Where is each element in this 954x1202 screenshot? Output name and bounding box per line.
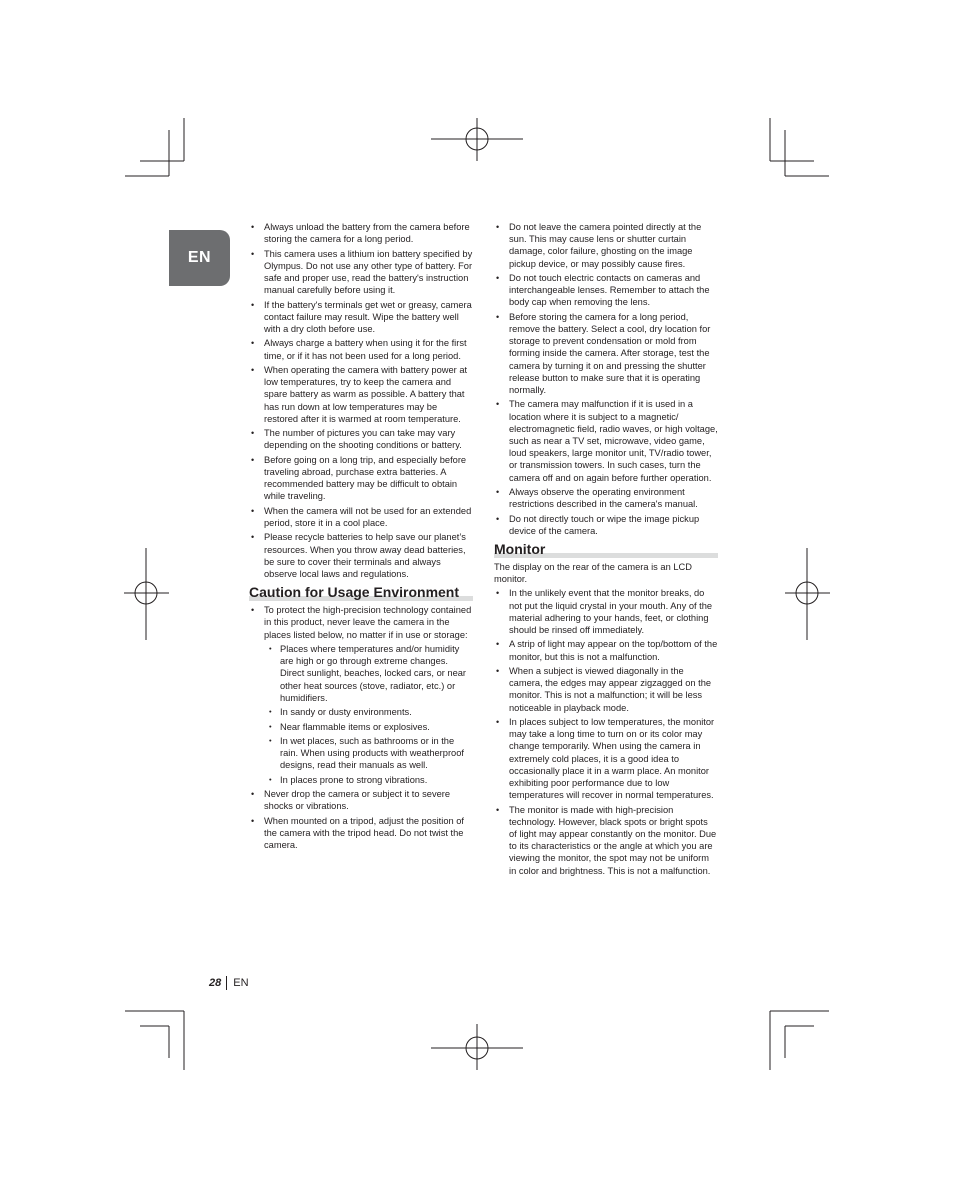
language-tab-label: EN xyxy=(187,249,212,266)
list-item xyxy=(249,604,473,786)
monitor-bullet-list xyxy=(494,587,718,876)
list-item: • Before going on a long trip, and especially before traveling abroad, purchase extra batteries. A recommended battery may be difficult to obtain while traveling. xyxy=(249,454,473,503)
sub-list-item: • Near flammable items or explosives. xyxy=(265,721,473,733)
language-tab xyxy=(169,230,230,286)
list-item: • In the unlikely event that the monitor breaks, do not put the liquid crystal in your mouth. Any of the material adhering to your hands, feet, or clothing should be rinsed off immediately. xyxy=(494,587,718,636)
list-item: • Before storing the camera for a long period, remove the battery. Select a cool, dry location for storage to prevent condensation or mold from forming inside the camera. After storage, test the camera by turning it on and pressing the shutter release button to make sure that it is operating normally. xyxy=(494,311,718,396)
list-item: • Do not touch electric contacts on cameras and interchangeable lenses. Remember to attach the body cap when removing the lens. xyxy=(494,272,718,309)
right-column xyxy=(494,221,718,879)
list-item: • When mounted on a tripod, adjust the position of the camera with the tripod head. Do not twist the camera. xyxy=(249,815,473,852)
list-item: • Please recycle batteries to help save our planet’s resources. When you throw away dead batteries, be sure to cover their terminals and always observe local laws and regulations. xyxy=(249,531,473,580)
list-item: • Do not leave the camera pointed directly at the sun. This may cause lens or shutter curtain damage, color failure, ghosting on the image pickup device, or may possibly cause fires. xyxy=(494,221,718,270)
footer-divider xyxy=(226,976,227,990)
list-item: • The monitor is made with high-precision technology. However, black spots or bright spots of light may appear constantly on the monitor. Due to its characteristics or the angle at which you are viewing the monitor, the spot may not be uniform in color and brightness. This is not a malfunction. xyxy=(494,804,718,877)
list-item: • When a subject is viewed diagonally in the camera, the edges may appear zigzagged on the monitor. This is not a malfunction; it will be less noticeable in playback mode. xyxy=(494,665,718,714)
list-item: • Never drop the camera or subject it to severe shocks or vibrations. xyxy=(249,788,473,812)
usage-sub-list xyxy=(265,643,473,786)
list-item: • When operating the camera with battery power at low temperatures, try to keep the camera and spare battery as warm as possible. A battery that has run down at low temperatures may be restored after it is warmed at room temperature. xyxy=(249,364,473,425)
sub-list-item: • In wet places, such as bathrooms or in the rain. When using products with weatherproof designs, read their manuals as well. xyxy=(265,735,473,772)
list-item: • This camera uses a lithium ion battery specified by Olympus. Do not use any other type of battery. For safe and proper use, read the battery's instruction manual carefully before using it. xyxy=(249,248,473,297)
list-item: • Always observe the operating environment restrictions described in the camera's manual. xyxy=(494,486,718,510)
list-item: • Always charge a battery when using it for the first time, or if it has not been used for a long period. xyxy=(249,337,473,361)
list-item: • The number of pictures you can take may vary depending on the shooting conditions or battery. xyxy=(249,427,473,451)
list-item: • When the camera will not be used for an extended period, store it in a cool place. xyxy=(249,505,473,529)
usage-bullet-list xyxy=(249,604,473,851)
list-item: • In places subject to low temperatures, the monitor may take a long time to turn on or its color may change temporarily. When using the camera in extremely cold places, it is a good idea to occasionally place it in a warm place. An monitor exhibiting poor performance due to low temperatures will recover in normal temperatures. xyxy=(494,716,718,801)
list-item: • Always unload the battery from the camera before storing the camera for a long period. xyxy=(249,221,473,245)
list-item: • The camera may malfunction if it is used in a location where it is subject to a magnetic/ electromagnetic field, radio waves, or high voltage, such as near a TV set, microwave, video game, loud speakers, large monitor unit, TV/radio tower, or transmission towers. In such cases, turn the camera off and on again before further operation. xyxy=(494,398,718,483)
sub-list-item: • In sandy or dusty environments. xyxy=(265,706,473,718)
list-item: • A strip of light may appear on the top/bottom of the monitor, but this is not a malfunction. xyxy=(494,638,718,662)
sub-list-item: • In places prone to strong vibrations. xyxy=(265,774,473,786)
list-item: • If the battery's terminals get wet or greasy, camera contact failure may result. Wipe the battery well with a dry cloth before use. xyxy=(249,299,473,336)
footer-language: EN xyxy=(233,977,249,989)
battery-bullet-list xyxy=(249,221,473,580)
monitor-intro: The display on the rear of the camera is an LCD monitor. xyxy=(494,562,692,585)
page-footer xyxy=(209,976,249,990)
left-column xyxy=(249,221,473,854)
sub-list-item: • Places where temperatures and/or humidity are high or go through extreme changes. Direct sunlight, beaches, locked cars, or near other heat sources (stove, radiator, etc.) or humidifiers. xyxy=(265,643,473,704)
list-item-text: To protect the high-precision technology contained in this product, never leave the camera in the places listed below, no matter if in use or storage: xyxy=(264,605,472,640)
usage-environment-heading: Caution for Usage Environment xyxy=(249,584,473,601)
usage-continued-bullet-list xyxy=(494,221,718,537)
page-number: 28 xyxy=(209,977,222,989)
list-item: • Do not directly touch or wipe the image pickup device of the camera. xyxy=(494,513,718,537)
monitor-heading: Monitor xyxy=(494,541,718,558)
